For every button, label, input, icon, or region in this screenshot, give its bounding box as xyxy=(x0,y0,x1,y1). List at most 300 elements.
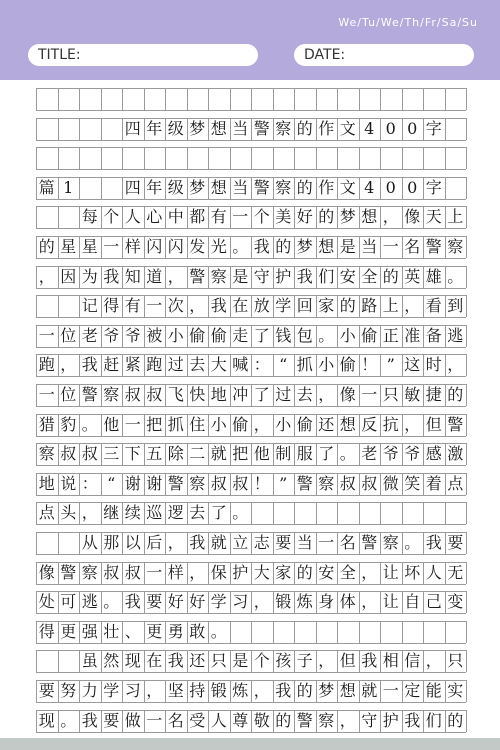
grid-character: 个 xyxy=(103,207,120,227)
grid-character: 的 xyxy=(447,710,464,730)
grid-character: 察 xyxy=(210,266,227,286)
grid-line xyxy=(58,206,59,228)
grid-character: 赶 xyxy=(103,355,120,375)
grid-line xyxy=(359,502,360,524)
grid-character: 能 xyxy=(425,681,442,700)
grid-character: 察 xyxy=(81,562,98,582)
grid-character: 位 xyxy=(60,325,77,345)
grid-character: ， xyxy=(38,266,55,286)
grid-character: 抓 xyxy=(296,355,313,375)
grid-character: 察 xyxy=(189,473,206,493)
grid-character: 个 xyxy=(253,651,270,671)
grid-character: 过 xyxy=(167,355,184,375)
grid-character: 去 xyxy=(296,385,313,404)
grid-character: 偷 xyxy=(339,355,356,375)
grid-line xyxy=(380,88,381,110)
grid-character: 想 xyxy=(339,681,356,700)
grid-character: 受 xyxy=(189,710,206,730)
grid-character: 回 xyxy=(296,296,313,316)
grid-line xyxy=(337,88,338,110)
grid-character: 叔 xyxy=(60,444,77,464)
grid-character: 次 xyxy=(167,296,184,316)
grid-character: 力 xyxy=(81,681,98,700)
grid-character: 一 xyxy=(318,533,335,552)
grid-character: 猎 xyxy=(38,414,55,434)
grid-line xyxy=(423,502,424,524)
grid-character: 小 xyxy=(318,355,335,375)
grid-line xyxy=(466,147,467,169)
grid-character: 子 xyxy=(296,651,313,671)
grid-line xyxy=(36,258,466,259)
grid-character: 爷 xyxy=(382,444,399,464)
title-field[interactable]: TITLE: xyxy=(28,44,258,66)
grid-character: 一 xyxy=(124,414,141,434)
grid-character: 谢 xyxy=(146,473,163,493)
grid-character: 的 xyxy=(296,562,313,582)
grid-character: 偷 xyxy=(296,414,313,434)
grid-character: 现 xyxy=(124,651,141,671)
grid-character: 虽 xyxy=(81,651,98,671)
grid-character: 我 xyxy=(425,533,442,552)
grid-character: 0 xyxy=(407,177,418,197)
grid-character: 逻 xyxy=(167,503,184,523)
grid-character: 大 xyxy=(210,355,227,375)
grid-character: 处 xyxy=(38,592,55,612)
grid-line xyxy=(445,88,446,110)
grid-character: 头 xyxy=(60,503,77,523)
grid-character: 志 xyxy=(253,533,270,552)
grid-character: 的 xyxy=(275,710,292,730)
grid-character: 去 xyxy=(189,503,206,523)
footer-strip xyxy=(0,738,500,750)
grid-line xyxy=(466,206,467,228)
grid-character: 警 xyxy=(296,710,313,730)
grid-character: 有 xyxy=(210,207,227,227)
grid-character: 还 xyxy=(318,414,335,434)
grid-character: 叔 xyxy=(146,385,163,404)
grid-character: 激 xyxy=(447,444,464,464)
grid-character: 备 xyxy=(425,325,442,345)
grid-character: 1 xyxy=(63,177,74,197)
grid-character: 想 xyxy=(339,414,356,434)
grid-character: 微 xyxy=(382,473,399,493)
grid-character: 把 xyxy=(146,414,163,434)
grid-character: 发 xyxy=(189,237,206,256)
grid-character: 下 xyxy=(124,444,141,464)
grid-character: 实 xyxy=(447,681,464,700)
grid-character: 护 xyxy=(275,266,292,286)
grid-line xyxy=(36,650,37,672)
grid-character: 星 xyxy=(81,237,98,256)
grid-line xyxy=(316,621,317,643)
grid-character: 快 xyxy=(189,385,206,404)
grid-character: 了 xyxy=(318,444,335,464)
grid-character: 老 xyxy=(81,325,98,345)
grid-character: 小 xyxy=(275,414,292,434)
grid-character: 我 xyxy=(275,681,292,700)
grid-line xyxy=(36,532,37,554)
grid-character: 地 xyxy=(38,473,55,493)
grid-character: 定 xyxy=(404,681,421,700)
grid-character: 偷 xyxy=(361,325,378,345)
grid-character: 察 xyxy=(103,385,120,404)
grid-line xyxy=(58,118,59,140)
grid-line xyxy=(466,502,467,524)
grid-character: ， xyxy=(404,414,421,434)
grid-character: 察 xyxy=(318,710,335,730)
grid-character: 在 xyxy=(232,296,249,316)
grid-character: ， xyxy=(447,355,464,375)
grid-character: 0 xyxy=(385,118,396,138)
grid-line xyxy=(36,376,466,377)
grid-character: 美 xyxy=(275,207,292,227)
grid-character: 的 xyxy=(339,296,356,316)
grid-character: 但 xyxy=(339,651,356,671)
grid-character: 察 xyxy=(275,177,292,197)
grid-character: 文 xyxy=(339,177,356,197)
grid-character: 爷 xyxy=(124,325,141,345)
grid-character: 知 xyxy=(124,266,141,286)
grid-character: 、 xyxy=(124,621,141,641)
grid-line xyxy=(423,147,424,169)
grid-character: 作 xyxy=(318,118,335,138)
grid-character: 。 xyxy=(318,325,335,345)
grid-character: 闪 xyxy=(146,237,163,256)
grid-character: 喊 xyxy=(232,355,249,375)
grid-character: ， xyxy=(189,296,206,316)
grid-character: 像 xyxy=(404,207,421,227)
grid-character: 4 xyxy=(364,177,375,197)
grid-line xyxy=(36,317,466,318)
grid-line xyxy=(36,147,37,169)
grid-line xyxy=(101,177,102,199)
grid-character: 以 xyxy=(124,533,141,552)
grid-character: 年 xyxy=(146,118,163,138)
grid-character: 孩 xyxy=(275,651,292,671)
grid-character: ” xyxy=(279,473,288,493)
grid-line xyxy=(230,621,231,643)
grid-character: 记 xyxy=(81,296,98,316)
grid-character: 立 xyxy=(232,533,249,552)
grid-character: 敢 xyxy=(189,621,206,641)
grid-character: 0 xyxy=(385,177,396,197)
grid-character: 这 xyxy=(404,355,421,375)
grid-character: 学 xyxy=(103,681,120,700)
date-field[interactable]: DATE: xyxy=(294,44,474,66)
grid-character: 我 xyxy=(253,237,270,256)
grid-character: 梦 xyxy=(339,207,356,227)
grid-character: 年 xyxy=(146,177,163,197)
grid-character: 叔 xyxy=(210,473,227,493)
grid-line xyxy=(466,266,467,288)
grid-character: 小 xyxy=(210,414,227,434)
grid-line xyxy=(466,325,467,347)
grid-character: 坏 xyxy=(404,562,421,582)
grid-character: 要 xyxy=(447,533,464,552)
grid-character: 心 xyxy=(146,207,163,227)
grid-character: 。 xyxy=(404,533,421,552)
grid-character: ， xyxy=(81,503,98,523)
grid-character: 看 xyxy=(425,296,442,316)
grid-character: 己 xyxy=(425,592,442,612)
grid-line xyxy=(466,354,467,376)
grid-line xyxy=(445,118,446,140)
grid-character: 。 xyxy=(232,503,249,523)
grid-character: 的 xyxy=(296,118,313,138)
grid-line xyxy=(337,502,338,524)
grid-line xyxy=(294,621,295,643)
grid-character: 警 xyxy=(81,385,98,404)
grid-line xyxy=(36,288,466,289)
grid-line xyxy=(423,88,424,110)
grid-line xyxy=(380,621,381,643)
grid-character: 察 xyxy=(382,533,399,552)
grid-line xyxy=(101,147,102,169)
grid-character: 巡 xyxy=(146,503,163,523)
grid-line xyxy=(58,88,59,110)
grid-line xyxy=(251,88,252,110)
grid-line xyxy=(466,650,467,672)
grid-character: ， xyxy=(425,651,442,671)
grid-line xyxy=(466,295,467,317)
grid-character: 人 xyxy=(210,710,227,730)
grid-character: ， xyxy=(339,710,356,730)
grid-line xyxy=(273,502,274,524)
grid-character: 。 xyxy=(339,444,356,464)
grid-line xyxy=(359,621,360,643)
grid-character: 走 xyxy=(232,325,249,345)
grid-character: ” xyxy=(386,355,395,375)
grid-character: 跑 xyxy=(146,355,163,375)
grid-line xyxy=(187,88,188,110)
grid-line xyxy=(466,236,467,258)
grid-line xyxy=(380,147,381,169)
grid-character: 当 xyxy=(232,177,249,197)
grid-line xyxy=(36,110,466,111)
grid-character: ！ xyxy=(253,473,270,493)
grid-character: 梦 xyxy=(318,681,335,700)
grid-character: 家 xyxy=(318,296,335,316)
grid-line xyxy=(445,502,446,524)
grid-character: 家 xyxy=(275,562,292,582)
grid-line xyxy=(36,524,466,525)
grid-character: 逃 xyxy=(447,325,464,345)
grid-character: 小 xyxy=(167,325,184,345)
grid-character: 爷 xyxy=(103,325,120,345)
grid-character: 体 xyxy=(339,592,356,612)
grid-character: 坚 xyxy=(167,681,184,700)
grid-character: 一 xyxy=(146,710,163,730)
grid-character: 学 xyxy=(275,296,292,316)
grid-line xyxy=(36,584,466,585)
grid-line xyxy=(445,621,446,643)
grid-character: 钱 xyxy=(275,325,292,345)
grid-line xyxy=(402,147,403,169)
grid-character: 0 xyxy=(407,118,418,138)
grid-character: 强 xyxy=(81,621,98,641)
grid-line xyxy=(101,118,102,140)
grid-character: 就 xyxy=(210,444,227,464)
grid-character: 跑 xyxy=(38,355,55,375)
grid-line xyxy=(380,502,381,524)
grid-character: 小 xyxy=(339,325,356,345)
grid-character: 要 xyxy=(275,533,292,552)
grid-character: 名 xyxy=(404,237,421,256)
writing-grid xyxy=(36,88,466,738)
grid-character: 续 xyxy=(124,503,141,523)
grid-character: 名 xyxy=(339,533,356,552)
grid-line xyxy=(79,177,80,199)
grid-character: 放 xyxy=(253,296,270,316)
grid-line xyxy=(466,177,467,199)
grid-character: 那 xyxy=(103,533,120,552)
grid-character: 英 xyxy=(404,266,421,286)
grid-line xyxy=(36,436,466,437)
header-band xyxy=(0,0,500,80)
grid-character: 学 xyxy=(210,592,227,612)
grid-character: 是 xyxy=(232,266,249,286)
grid-line xyxy=(187,147,188,169)
grid-character: 叔 xyxy=(361,473,378,493)
grid-character: 天 xyxy=(425,207,442,227)
grid-character: 字 xyxy=(425,118,442,138)
grid-character: 察 xyxy=(318,473,335,493)
grid-character: 在 xyxy=(146,651,163,671)
grid-character: 警 xyxy=(361,533,378,552)
grid-character: 闪 xyxy=(167,237,184,256)
grid-character: 五 xyxy=(146,444,163,464)
grid-line xyxy=(423,621,424,643)
grid-character: 还 xyxy=(189,651,206,671)
grid-character: 继 xyxy=(103,503,120,523)
grid-character: 习 xyxy=(232,592,249,612)
grid-character: 我 xyxy=(361,651,378,671)
grid-character: 我 xyxy=(296,266,313,286)
grid-character: 相 xyxy=(382,651,399,671)
grid-character: 一 xyxy=(38,385,55,404)
grid-character: 是 xyxy=(339,237,356,256)
grid-character: 我 xyxy=(404,710,421,730)
grid-character: 。 xyxy=(232,237,249,256)
grid-character: 安 xyxy=(318,562,335,582)
grid-line xyxy=(101,88,102,110)
grid-character: 的 xyxy=(382,266,399,286)
grid-character: 一 xyxy=(103,237,120,256)
grid-character: 警 xyxy=(189,266,206,286)
grid-character: 一 xyxy=(382,681,399,700)
grid-character: 的 xyxy=(275,237,292,256)
grid-character: 叔 xyxy=(81,444,98,464)
grid-line xyxy=(36,169,466,170)
grid-character: 着 xyxy=(425,473,442,493)
grid-character: 让 xyxy=(382,562,399,582)
grid-character: 冲 xyxy=(232,385,249,404)
grid-character: 上 xyxy=(382,296,399,316)
grid-character: 想 xyxy=(210,177,227,197)
grid-character: 当 xyxy=(232,118,249,138)
grid-character: 一 xyxy=(38,325,55,345)
grid-character: 了 xyxy=(253,325,270,345)
grid-character: 叔 xyxy=(124,385,141,404)
grid-character: 只 xyxy=(382,385,399,404)
grid-line xyxy=(36,554,466,555)
grid-character: 四 xyxy=(124,177,141,197)
grid-line xyxy=(294,147,295,169)
grid-line xyxy=(122,88,123,110)
grid-character: 时 xyxy=(425,355,442,375)
grid-character: 人 xyxy=(425,562,442,582)
grid-line xyxy=(36,206,37,228)
grid-character: 一 xyxy=(382,237,399,256)
grid-character: 警 xyxy=(253,177,270,197)
grid-character: 自 xyxy=(404,592,421,612)
grid-line xyxy=(36,465,466,466)
grid-character: 只 xyxy=(210,651,227,671)
grid-character: 被 xyxy=(146,325,163,345)
grid-character: 因 xyxy=(60,266,77,286)
grid-character: ： xyxy=(81,473,98,493)
grid-character: 警 xyxy=(425,237,442,256)
grid-character: 无 xyxy=(447,562,464,582)
grid-character: 持 xyxy=(189,681,206,700)
grid-character: 了 xyxy=(210,503,227,523)
grid-character: 梦 xyxy=(189,118,206,138)
grid-line xyxy=(36,118,37,140)
grid-character: 级 xyxy=(167,177,184,197)
grid-character: 努 xyxy=(60,681,77,700)
grid-character: 安 xyxy=(339,266,356,286)
grid-character: 光 xyxy=(210,237,227,256)
grid-character: 当 xyxy=(361,237,378,256)
grid-character: 的 xyxy=(296,177,313,197)
grid-line xyxy=(251,147,252,169)
grid-character: 星 xyxy=(60,237,77,256)
grid-character: 梦 xyxy=(189,177,206,197)
grid-character: 制 xyxy=(275,444,292,464)
grid-character: 点 xyxy=(38,503,55,523)
grid-character: 护 xyxy=(382,710,399,730)
grid-line xyxy=(36,613,466,614)
grid-character: 然 xyxy=(103,651,120,671)
grid-character: 习 xyxy=(124,681,141,700)
grid-line xyxy=(58,295,59,317)
grid-character: ， xyxy=(361,592,378,612)
grid-character: 作 xyxy=(318,177,335,197)
grid-character: 字 xyxy=(425,177,442,197)
grid-character: 变 xyxy=(447,592,464,612)
grid-character: 警 xyxy=(253,118,270,138)
grid-character: 上 xyxy=(447,207,464,227)
grid-character: 篇 xyxy=(38,177,55,197)
grid-character: 信 xyxy=(404,651,421,671)
grid-character: 更 xyxy=(60,621,77,641)
grid-character: 要 xyxy=(146,592,163,612)
grid-character: 警 xyxy=(296,473,313,493)
grid-character: 想 xyxy=(318,237,335,256)
grid-line xyxy=(36,406,466,407)
grid-line xyxy=(36,702,466,703)
grid-line xyxy=(36,495,466,496)
grid-character: 过 xyxy=(275,385,292,404)
grid-character: 他 xyxy=(103,414,120,434)
grid-character: ， xyxy=(404,296,421,316)
grid-character: ！ xyxy=(361,355,378,375)
grid-character: 我 xyxy=(81,355,98,375)
grid-line xyxy=(251,621,252,643)
grid-character: 二 xyxy=(189,444,206,464)
grid-character: 全 xyxy=(339,562,356,582)
grid-character: 点 xyxy=(447,473,464,493)
